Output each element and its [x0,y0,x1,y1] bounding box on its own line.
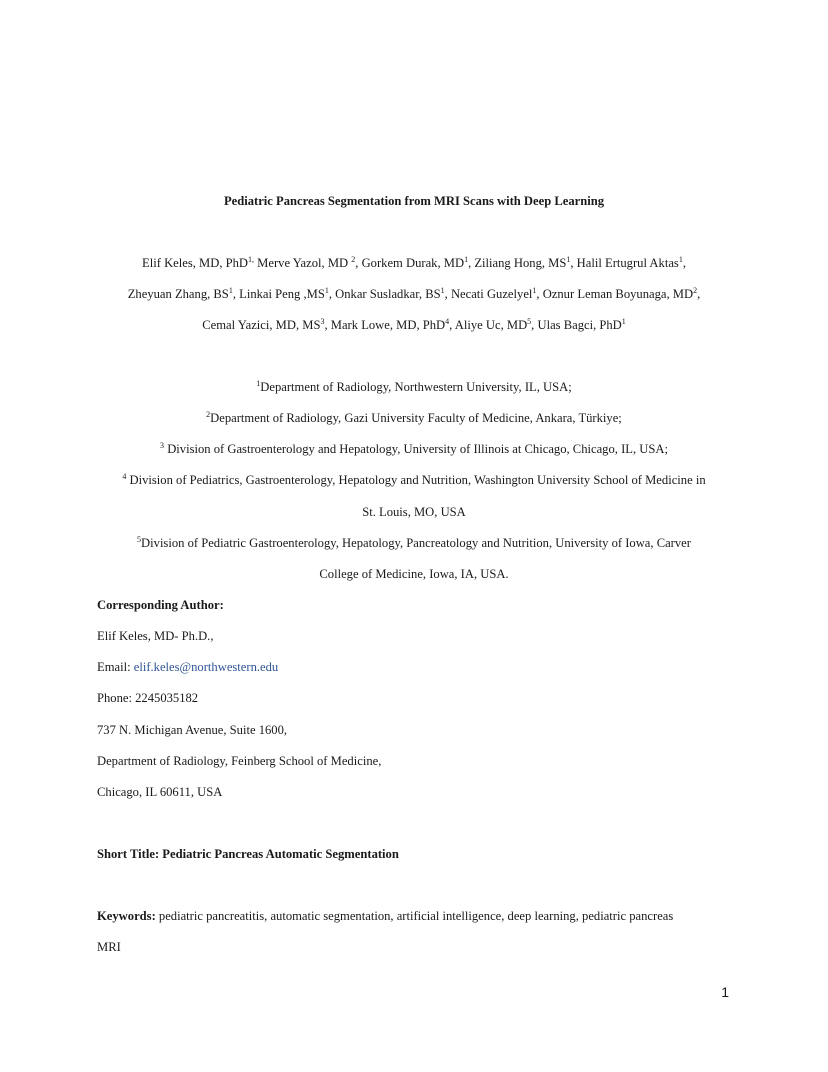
author-name: , Aliye Uc, MD [449,318,528,332]
author-affiliation-sup: 3 [320,317,325,326]
author-affiliation-sup: 4 [445,317,450,326]
affiliation-4-text: Division of Pediatrics, Gastroenterology, Hepatology and Nutrition, Washington University School of Medicine in [126,473,706,487]
corresponding-email [97,659,278,675]
affiliation-5-sup: 5 [137,535,142,544]
affiliation-2-text: Department of Radiology, Gazi University Faculty of Medicine, Ankara, Türkiye; [210,411,622,425]
affiliation-5-text: Division of Pediatric Gastroenterology, Hepatology, Pancreatology and Nutrition, University of Iowa, Carver [141,536,691,550]
corresponding-address-1: 737 N. Michigan Avenue, Suite 1600, [97,723,288,737]
affiliation-1-sup: 1 [256,379,261,388]
author-affiliation-sup: 1 [464,255,469,264]
author-name: , Necati Guzelyel [444,287,533,301]
author-affiliation-sup: 1 [621,317,626,326]
author-name: , Halil Ertugrul Aktas [570,256,679,270]
affiliation-5 [0,535,828,551]
affiliation-1-text: Department of Radiology, Northwestern University, IL, USA; [260,380,572,394]
affiliation-4 [0,472,828,488]
affiliation-3-text: Division of Gastroenterology and Hepatology, University of Illinois at Chicago, Chicago, IL, USA; [164,442,668,456]
keywords-line-1 [97,908,673,924]
page-number: 1 [721,984,729,1000]
author-affiliation-sup: 1 [678,255,683,264]
affiliation-3-sup: 3 [160,441,165,450]
short-title: Short Title: Pediatric Pancreas Automatic Segmentation [97,847,399,861]
author-name: , Gorkem Durak, MD [355,256,465,270]
corresponding-name: Elif Keles, MD- Ph.D., [97,629,214,643]
keywords-text: pediatric pancreatitis, automatic segmentation, artificial intelligence, deep learning, pediatric pancreas [155,909,674,923]
author-affiliation-sup: 1 [228,286,233,295]
author-name: Cemal Yazici, MD, MS [202,318,321,332]
author-line-3 [0,317,828,333]
keywords-label: Keywords: [97,909,156,923]
author-name: Merve Yazol, MD [254,256,352,270]
keywords-line-2: MRI [97,940,121,954]
corresponding-address-3: Chicago, IL 60611, USA [97,785,223,799]
author-line-2 [0,286,828,302]
author-affiliation-sup: 1, [248,255,255,264]
author-name: Elif Keles, MD, PhD [142,256,249,270]
affiliation-1 [0,379,828,395]
author-affiliation-sup: 2 [351,255,356,264]
author-name: , Mark Lowe, MD, PhD [324,318,446,332]
email-label: Email: [97,660,134,674]
author-name: , Ulas Bagci, PhD [531,318,622,332]
affiliation-2 [0,410,828,426]
affiliation-2-sup: 2 [206,410,211,419]
affiliation-4-sup: 4 [122,472,127,481]
corresponding-address-2: Department of Radiology, Feinberg School of Medicine, [97,754,382,768]
author-affiliation-sup: 2 [693,286,698,295]
author-affiliation-sup: 5 [527,317,532,326]
affiliation-3 [0,441,828,457]
author-name: , [697,287,701,301]
author-affiliation-sup: 1 [324,286,329,295]
corresponding-heading: Corresponding Author: [97,598,224,612]
author-name: Zheyuan Zhang, BS [127,287,229,301]
author-name: , Ziliang Hong, MS [468,256,567,270]
author-name: , Oznur Leman Boyunaga, MD [536,287,694,301]
author-name: , Onkar Susladkar, BS [328,287,441,301]
email-link[interactable]: elif.keles@northwestern.edu [133,660,279,674]
author-name: , [682,256,686,270]
corresponding-phone: Phone: 2245035182 [97,691,199,705]
paper-title: Pediatric Pancreas Segmentation from MRI Scans with Deep Learning [223,194,605,208]
affiliation-5-cont: College of Medicine, Iowa, IA, USA. [319,567,509,581]
author-affiliation-sup: 1 [566,255,571,264]
affiliation-4-cont: St. Louis, MO, USA [362,505,466,519]
author-line-1 [0,255,828,271]
author-name: , Linkai Peng ,MS [232,287,325,301]
author-affiliation-sup: 1 [532,286,537,295]
author-affiliation-sup: 1 [440,286,445,295]
